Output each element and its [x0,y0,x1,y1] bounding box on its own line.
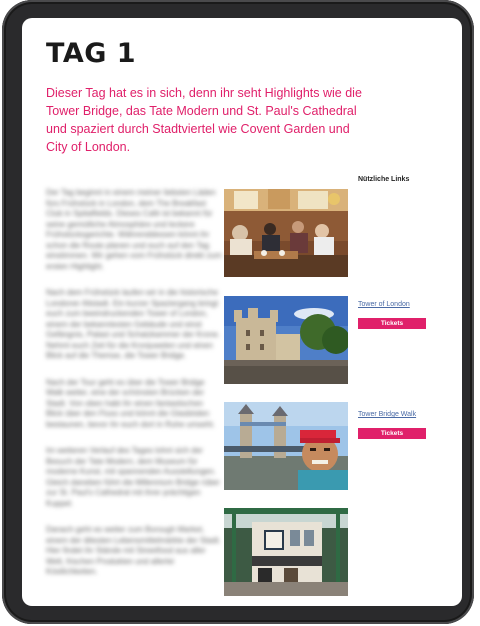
link-tower-bridge-walk[interactable]: Tower Bridge Walk [358,411,417,418]
photo-tower-of-london [224,296,348,384]
tablet-frame [2,0,474,624]
photo-borough-market [224,508,348,596]
body-paragraph: Im weiteren Verlauf des Tages lohnt sich der Besuch der Tate Modern, dem Museum für moderne Kunst, mit spannenden Ausstellungen. Gleich daneben führt die Millennium Bridge rüber zur St. Paul's Cathedral mit ihrer prächtigen Kuppel. [46,446,220,508]
photo-tower-bridge-selfie [224,402,348,490]
sidebar-title: Nützliche Links [358,176,410,183]
page-title: TAG 1 [46,38,137,69]
body-paragraph: Danach geht es weiter zum Borough Market, einem der ältesten Lebensmittelmärkte der Stadt. Hier findet ihr Stände mit Streetfood aus aller Welt, frischen Produkten und allerlei Köstlichkeiten. [46,525,221,576]
body-paragraph: Nach dem Frühstück laufen wir in die historische Londoner Altstadt. Ein kurzer Spaziergang bringt euch zum beeindruckenden Tower of London, einem der bekanntesten Gebäude und einst Gefängnis, Palast und Schatzkammer der Krone. Nehmt euch Zeit für die Kronjuwelen und einen Blick auf die Themse, die Tower Bridge. [46,288,220,360]
sidebar [358,18,462,606]
link-tower-of-london[interactable]: Tower of London [358,301,410,308]
photo-breakfast-cafe [224,189,348,277]
intro-text: Dieser Tag hat es in sich, denn ihr seht Highlights wie die Tower Bridge, das Tate Modern und St. Paul's Cathedral und spaziert durch Stadtviertel wie Covent Garden und City of London. [46,86,362,154]
body-text-column [46,188,222,594]
tickets-button-tower-bridge-walk[interactable]: Tickets [358,428,426,439]
tickets-button-tower-of-london[interactable]: Tickets [358,318,426,329]
body-paragraph: Der Tag beginnt in einem meiner liebsten Läden fürs Frühstück in London, dem The Breakfast Club in Spitalfields. Dieses Café ist bekannt für seine gemütliche Atmosphäre und leckere Frühstücksgerichte. Währenddessen könnt ihr schon die Route planen und euch auf den Tag einstimmen. Wir gehen vom Frühstück direkt zum ersten Highlight. [46,188,222,271]
body-paragraph: Nach der Tour geht es über die Tower Bridge Walk weiter, eine der schönsten Brücken der Stadt. Von oben habt ihr einen fantastischen Blick über den Fluss und könnt die Glasböden bestaunen, bevor ihr euch dort in Ruhe umseht. [46,377,215,429]
article [22,18,462,606]
tablet-screen [22,18,462,606]
